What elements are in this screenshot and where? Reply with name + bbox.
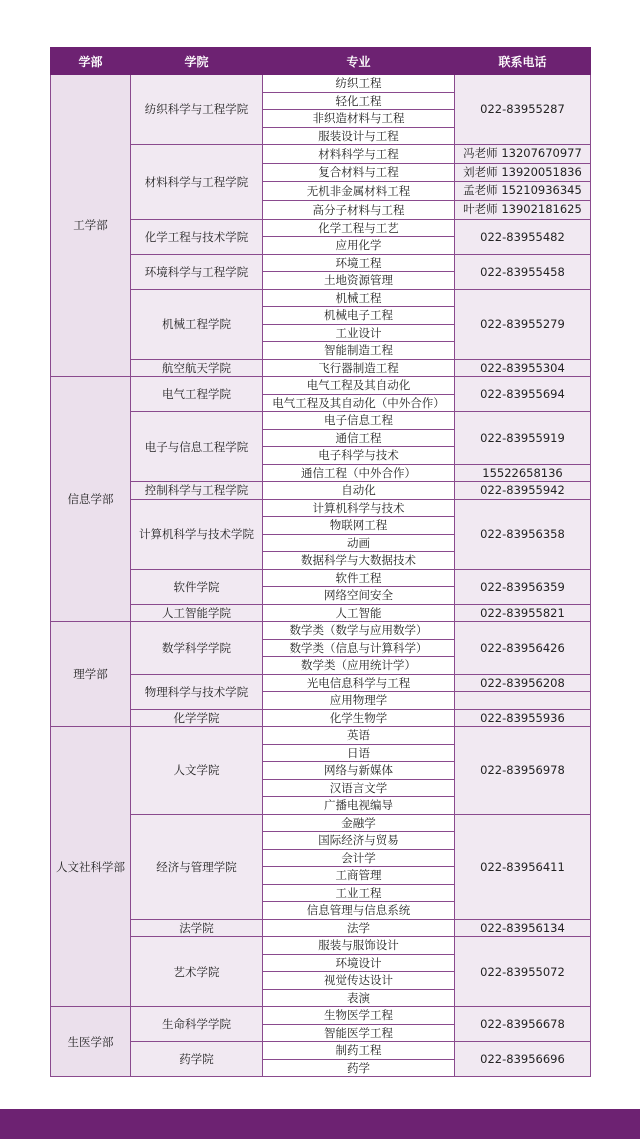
table-row — [51, 499, 591, 517]
major-cell: 高分子材料与工程 — [263, 201, 455, 220]
table-row — [51, 289, 591, 307]
major-cell: 法学 — [263, 919, 455, 937]
major-cell: 环境工程 — [263, 254, 455, 272]
division-cell: 信息学部 — [51, 377, 131, 622]
table-row — [51, 622, 591, 640]
major-cell: 生物医学工程 — [263, 1007, 455, 1025]
major-cell: 表演 — [263, 989, 455, 1007]
header-major: 专业 — [263, 48, 455, 75]
phone-cell: 022-83956134 — [455, 919, 591, 937]
phone-cell: 022-83955942 — [455, 482, 591, 500]
table-row — [51, 604, 591, 622]
college-cell: 机械工程学院 — [131, 289, 263, 359]
table-row — [51, 1042, 591, 1060]
major-cell: 计算机科学与技术 — [263, 499, 455, 517]
major-cell: 数学类（应用统计学） — [263, 657, 455, 675]
phone-cell: 022-83956411 — [455, 814, 591, 919]
phone-cell: 022-83955072 — [455, 937, 591, 1007]
major-cell: 物联网工程 — [263, 517, 455, 535]
phone-cell: 022-83956426 — [455, 622, 591, 675]
major-cell: 电子信息工程 — [263, 412, 455, 430]
major-cell: 英语 — [263, 727, 455, 745]
table-row — [51, 1007, 591, 1025]
major-cell: 纺织工程 — [263, 75, 455, 93]
table-header-row — [51, 48, 591, 75]
major-cell: 药学 — [263, 1059, 455, 1077]
major-cell: 电气工程及其自动化（中外合作） — [263, 394, 455, 412]
college-cell: 航空航天学院 — [131, 359, 263, 377]
college-cell: 控制科学与工程学院 — [131, 482, 263, 500]
phone-cell: 022-83955458 — [455, 254, 591, 289]
phone-cell: 022-83955821 — [455, 604, 591, 622]
phone-cell: 022-83955304 — [455, 359, 591, 377]
college-cell: 生命科学学院 — [131, 1007, 263, 1042]
major-cell: 无机非金属材料工程 — [263, 182, 455, 201]
table-row — [51, 569, 591, 587]
division-cell: 生医学部 — [51, 1007, 131, 1077]
major-cell: 数据科学与大数据技术 — [263, 552, 455, 570]
college-cell: 化学工程与技术学院 — [131, 219, 263, 254]
major-cell: 日语 — [263, 744, 455, 762]
division-cell: 人文社科学部 — [51, 727, 131, 1007]
major-cell: 通信工程 — [263, 429, 455, 447]
table-row — [51, 674, 591, 692]
major-cell: 动画 — [263, 534, 455, 552]
table-row — [51, 377, 591, 395]
division-cell: 工学部 — [51, 75, 131, 377]
major-cell: 汉语言文学 — [263, 779, 455, 797]
table-row — [51, 727, 591, 745]
phone-cell: 022-83955936 — [455, 709, 591, 727]
phone-cell — [455, 692, 591, 710]
major-cell: 复合材料与工程 — [263, 163, 455, 182]
table-row — [51, 412, 591, 430]
major-cell: 软件工程 — [263, 569, 455, 587]
major-cell: 电子科学与技术 — [263, 447, 455, 465]
phone-cell: 022-83955694 — [455, 377, 591, 412]
table-row — [51, 709, 591, 727]
major-cell: 广播电视编导 — [263, 797, 455, 815]
major-cell: 轻化工程 — [263, 92, 455, 110]
table-row — [51, 219, 591, 237]
major-cell: 土地资源管理 — [263, 272, 455, 290]
phone-cell: 022-83955919 — [455, 412, 591, 465]
major-cell: 数学类（数学与应用数学） — [263, 622, 455, 640]
college-cell: 软件学院 — [131, 569, 263, 604]
major-cell: 化学生物学 — [263, 709, 455, 727]
major-cell: 信息管理与信息系统 — [263, 902, 455, 920]
phone-cell: 冯老师 13207670977 — [455, 145, 591, 164]
major-cell: 非织造材料与工程 — [263, 110, 455, 128]
phone-cell: 022-83955287 — [455, 75, 591, 145]
college-cell: 纺织科学与工程学院 — [131, 75, 263, 145]
table-row — [51, 75, 591, 93]
phone-cell: 022-83956359 — [455, 569, 591, 604]
table-row — [51, 254, 591, 272]
phone-cell: 15522658136 — [455, 464, 591, 482]
college-cell: 化学学院 — [131, 709, 263, 727]
major-cell: 数学类（信息与计算科学） — [263, 639, 455, 657]
major-cell: 工业设计 — [263, 324, 455, 342]
phone-cell: 孟老师 15210936345 — [455, 182, 591, 201]
major-cell: 网络与新媒体 — [263, 762, 455, 780]
phone-cell: 022-83955482 — [455, 219, 591, 254]
contact-table — [50, 47, 591, 1077]
phone-cell: 022-83956696 — [455, 1042, 591, 1077]
major-cell: 自动化 — [263, 482, 455, 500]
phone-cell: 022-83956208 — [455, 674, 591, 692]
college-cell: 电气工程学院 — [131, 377, 263, 412]
college-cell: 经济与管理学院 — [131, 814, 263, 919]
major-cell: 智能医学工程 — [263, 1024, 455, 1042]
major-cell: 光电信息科学与工程 — [263, 674, 455, 692]
header-phone: 联系电话 — [455, 48, 591, 75]
major-cell: 制药工程 — [263, 1042, 455, 1060]
header-division: 学部 — [51, 48, 131, 75]
college-cell: 药学院 — [131, 1042, 263, 1077]
major-cell: 工业工程 — [263, 884, 455, 902]
major-cell: 通信工程（中外合作） — [263, 464, 455, 482]
major-cell: 电气工程及其自动化 — [263, 377, 455, 395]
college-cell: 环境科学与工程学院 — [131, 254, 263, 289]
major-cell: 材料科学与工程 — [263, 145, 455, 164]
college-cell: 物理科学与技术学院 — [131, 674, 263, 709]
college-cell: 人工智能学院 — [131, 604, 263, 622]
table-row — [51, 937, 591, 955]
college-cell: 计算机科学与技术学院 — [131, 499, 263, 569]
major-cell: 环境设计 — [263, 954, 455, 972]
college-cell: 数学科学学院 — [131, 622, 263, 675]
table-row — [51, 482, 591, 500]
major-cell: 国际经济与贸易 — [263, 832, 455, 850]
phone-cell: 022-83955279 — [455, 289, 591, 359]
major-cell: 智能制造工程 — [263, 342, 455, 360]
college-cell: 法学院 — [131, 919, 263, 937]
major-cell: 应用物理学 — [263, 692, 455, 710]
major-cell: 服装与服饰设计 — [263, 937, 455, 955]
phone-cell: 022-83956358 — [455, 499, 591, 569]
division-cell: 理学部 — [51, 622, 131, 727]
major-cell: 网络空间安全 — [263, 587, 455, 605]
major-cell: 机械电子工程 — [263, 307, 455, 325]
major-cell: 人工智能 — [263, 604, 455, 622]
major-cell: 应用化学 — [263, 237, 455, 255]
table-row — [51, 919, 591, 937]
major-cell: 视觉传达设计 — [263, 972, 455, 990]
table-row — [51, 814, 591, 832]
college-cell: 材料科学与工程学院 — [131, 145, 263, 220]
major-cell: 金融学 — [263, 814, 455, 832]
college-cell: 艺术学院 — [131, 937, 263, 1007]
phone-cell: 022-83956978 — [455, 727, 591, 815]
major-cell: 机械工程 — [263, 289, 455, 307]
major-cell: 飞行器制造工程 — [263, 359, 455, 377]
phone-cell: 叶老师 13902181625 — [455, 201, 591, 220]
phone-cell: 022-83956678 — [455, 1007, 591, 1042]
header-college: 学院 — [131, 48, 263, 75]
phone-cell: 刘老师 13920051836 — [455, 163, 591, 182]
major-cell: 工商管理 — [263, 867, 455, 885]
college-cell: 电子与信息工程学院 — [131, 412, 263, 482]
major-cell: 化学工程与工艺 — [263, 219, 455, 237]
table-row — [51, 359, 591, 377]
major-cell: 服装设计与工程 — [263, 127, 455, 145]
table-row — [51, 145, 591, 164]
college-cell: 人文学院 — [131, 727, 263, 815]
major-cell: 会计学 — [263, 849, 455, 867]
footer-band — [0, 1109, 640, 1139]
